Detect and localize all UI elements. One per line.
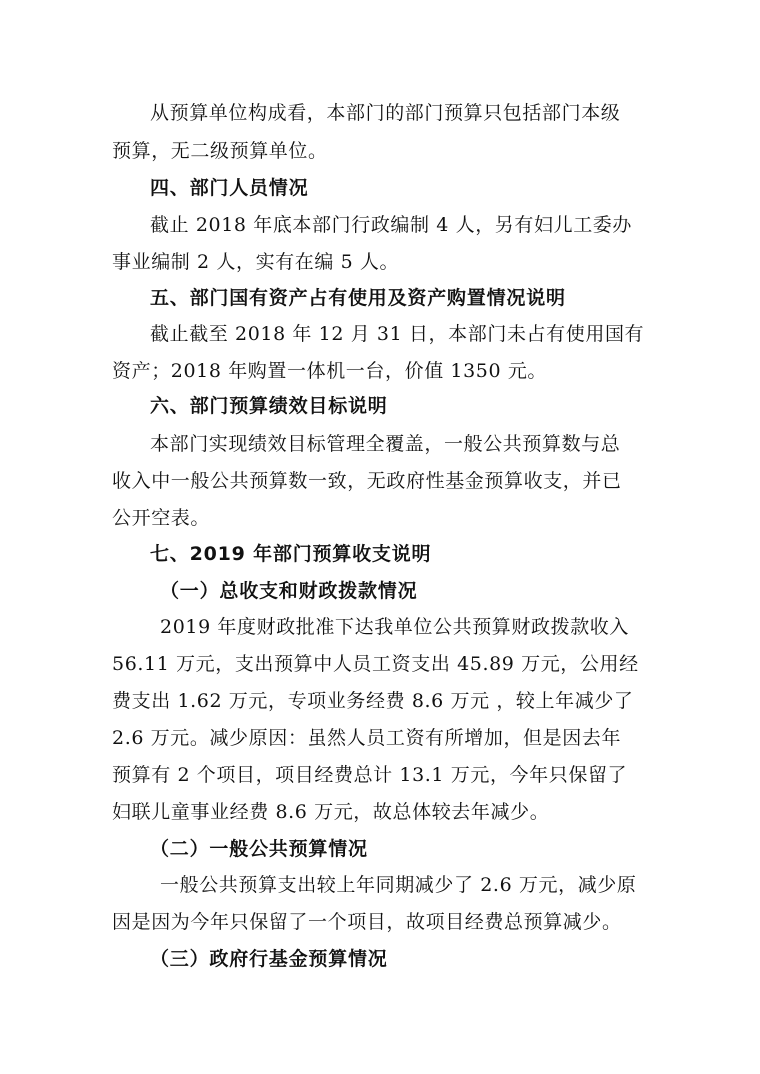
subsection-heading: （一）总收支和财政拨款情况 [160, 580, 418, 602]
paragraph-line: 事业编制 2 人，实有在编 5 人。 [112, 251, 400, 273]
paragraph-line: 从预算单位构成看，本部门的部门预算只包括部门本级 [150, 102, 621, 124]
paragraph-line: 2.6 万元。减少原因：虽然人员工资有所增加，但是因去年 [112, 727, 622, 749]
paragraph-line: 资产；2018 年购置一体机一台，价值 1350 元。 [112, 360, 548, 382]
paragraph-line: 截止截至 2018 年 12 月 31 日，本部门未占有使用国有 [150, 323, 645, 345]
subsection-heading: （二）一般公共预算情况 [150, 838, 368, 860]
paragraph-line: 因是因为今年只保留了一个项目，故项目经费总预算减少。 [112, 911, 622, 933]
paragraph-line: 截止 2018 年底本部门行政编制 4 人，另有妇儿工委办 [150, 214, 633, 236]
section-heading: 四、部门人员情况 [150, 177, 309, 199]
paragraph-line: 本部门实现绩效目标管理全覆盖，一般公共预算数与总 [150, 433, 621, 455]
paragraph-line: 一般公共预算支出较上年同期减少了 2.6 万元，减少原 [160, 874, 637, 896]
paragraph-line: 妇联儿童事业经费 8.6 万元，故总体较去年减少。 [112, 801, 550, 823]
paragraph-line: 2019 年度财政批准下达我单位公共预算财政拨款收入 [160, 616, 629, 638]
section-heading: 五、部门国有资产占有使用及资产购置情况说明 [150, 287, 566, 309]
paragraph-line: 预算有 2 个项目，项目经费总计 13.1 万元，今年只保留了 [112, 764, 628, 786]
section-heading: 六、部门预算绩效目标说明 [150, 395, 388, 417]
paragraph-line: 公开空表。 [112, 507, 211, 529]
paragraph-line: 收入中一般公共预算数一致，无政府性基金预算收支，并已 [112, 470, 622, 492]
subsection-heading: （三）政府行基金预算情况 [150, 948, 388, 970]
section-heading: 七、2019 年部门预算收支说明 [150, 543, 432, 565]
paragraph-line: 预算，无二级预算单位。 [112, 140, 328, 162]
paragraph-line: 费支出 1.62 万元，专项业务经费 8.6 万元 ，较上年减少了 [112, 690, 634, 712]
paragraph-line: 56.11 万元，支出预算中人员工资支出 45.89 万元，公用经 [112, 653, 639, 675]
